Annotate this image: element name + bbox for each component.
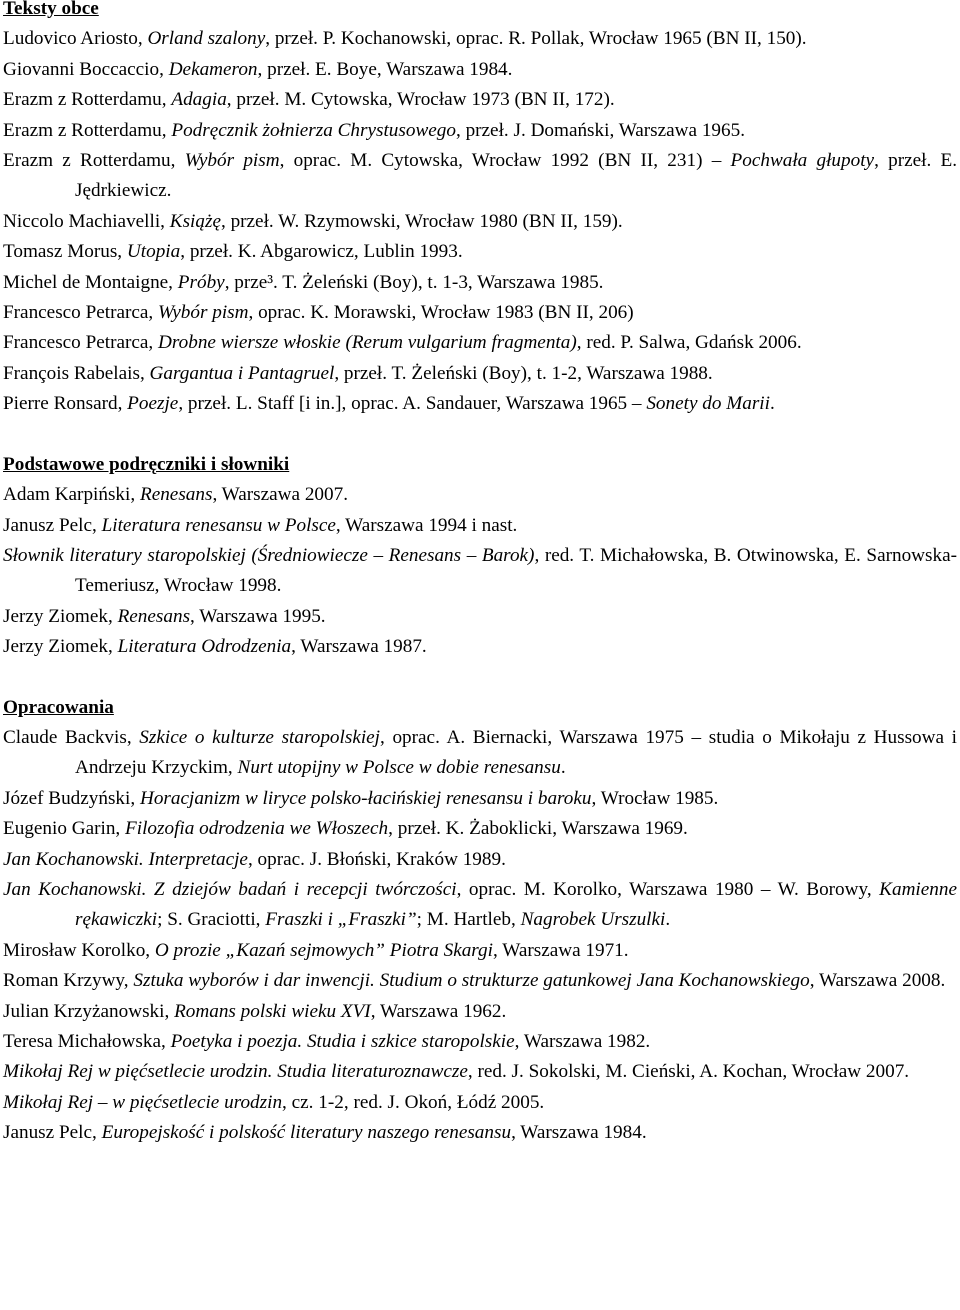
bibliography-entry — [3, 237, 957, 267]
section-teksty-obce — [3, 0, 957, 420]
entry-text: Tomasz Morus, — [3, 241, 127, 263]
entry-text: , przeł. W. Rzymowski, Wrocław 1980 (BN II, 159). — [220, 210, 623, 232]
entry-text: , red. T. Michałowska, B. Otwinowska, E. Sarnowska-Temeriusz, Wrocław 1998. — [75, 544, 957, 597]
entry-title-italic: O prozie „Kazań sejmowych” Piotra Skargi — [154, 939, 493, 961]
section-opracowania — [3, 693, 957, 1149]
bibliography-entry — [3, 480, 957, 510]
bibliography-entry — [3, 24, 957, 54]
bibliography-entry — [3, 146, 957, 207]
entry-text: Adam Karpiński, — [3, 484, 140, 506]
bibliography-entry — [3, 845, 957, 875]
entry-title-italic: Horacjanizm w liryce polsko-łacińskiej renesansu i baroku — [139, 787, 592, 809]
entry-title-italic: Sonety do Marii — [646, 393, 770, 415]
entry-title-italic: Gargantua i Pantagruel — [149, 362, 335, 384]
entry-text: Erazm z Rotterdamu, — [3, 150, 185, 172]
entry-title-italic: Kamienne rękawiczki — [75, 878, 957, 931]
entry-title-italic: Mikołaj Rej w pięćsetlecie urodzin. Studia literaturoznawcze — [3, 1061, 468, 1083]
entry-text: Jerzy Ziomek, — [3, 636, 118, 658]
entry-title-italic: Romans polski wieku XVI — [174, 1000, 371, 1022]
bibliography-entry — [3, 632, 957, 662]
section-heading: Opracowania — [3, 696, 114, 718]
entry-text: , oprac. A. Biernacki, Warszawa 1975 – studia o Mikołaju z Hussowa i Andrzeju Krzyckim, — [75, 726, 957, 779]
bibliography-entry — [3, 966, 957, 996]
entry-title-italic: Poetyka i poezja. Studia i szkice staropolskie — [170, 1031, 515, 1052]
entry-text: Teresa Michałowska, — [3, 1031, 171, 1052]
entry-text: ; S. Graciotti, — [157, 909, 266, 931]
entry-title-italic: Jan Kochanowski. Interpretacje — [3, 848, 248, 870]
bibliography-entry — [3, 116, 957, 146]
entry-text: , przeł. P. Kochanowski, oprac. R. Pollak, Wrocław 1965 (BN II, 150). — [265, 28, 807, 50]
entry-title-italic: Podręcznik żołnierza Chrystusowego — [171, 119, 456, 141]
entry-text: , przeł. L. Staff [i in.], oprac. A. Sandauer, Warszawa 1965 – — [178, 393, 647, 415]
bibliography-entry — [3, 389, 957, 419]
section-heading: Teksty obce — [3, 0, 99, 19]
entry-text: , przeł. E. Boye, Warszawa 1984. — [257, 58, 513, 80]
entry-text: , oprac. M. Cytowska, Wrocław 1992 (BN II, 231) – — [279, 150, 731, 172]
entry-text: Julian Krzyżanowski, — [3, 1000, 175, 1022]
bibliography-entry — [3, 814, 957, 844]
entry-text: , Warszawa 1971. — [493, 939, 629, 961]
entry-text: François Rabelais, — [3, 362, 150, 384]
entry-title-italic: Renesans — [139, 484, 213, 506]
entry-title-italic: Drobne wiersze włoskie (Rerum vulgarium fragmenta) — [158, 332, 577, 354]
entry-text: , przeł. J. Domański, Warszawa 1965. — [455, 119, 746, 141]
entry-text: Mirosław Korolko, — [3, 939, 155, 961]
entry-list — [3, 24, 957, 419]
entry-title-italic: Próby — [177, 271, 225, 293]
bibliography-entry — [3, 328, 957, 358]
entry-text: , przeł. M. Cytowska, Wrocław 1973 (BN II, 172). — [226, 89, 615, 111]
entry-text: , oprac. K. Morawski, Wrocław 1983 (BN II, 206) — [248, 302, 634, 324]
entry-text: , przeł. K. Abgarowicz, Lublin 1993. — [180, 241, 463, 263]
entry-title-italic: Jan Kochanowski. Z dziejów badań i recepcji twórczości — [3, 878, 457, 900]
section-podreczniki — [3, 450, 957, 663]
entry-text: , oprac. J. Błoński, Kraków 1989. — [247, 848, 506, 870]
entry-text: Giovanni Boccaccio, — [3, 58, 169, 80]
entry-text: , oprac. M. Korolko, Warszawa 1980 – W. Borowy, — [456, 878, 880, 900]
entry-title-italic: Filozofia odrodzenia we Włoszech — [125, 818, 389, 840]
entry-title-italic: Dekameron — [168, 58, 258, 80]
entry-text: , Warszawa 1984. — [511, 1122, 647, 1144]
bibliography-entry — [3, 1118, 957, 1148]
bibliography-entry — [3, 207, 957, 237]
entry-text: Józef Budzyński, — [3, 787, 140, 809]
entry-text: , Warszawa 2008. — [809, 970, 946, 992]
entry-text: ; M. Hartleb, — [416, 909, 521, 931]
entry-title-italic: Sztuka wyborów i dar inwencji. Studium o strukturze gatunkowej Jana Kochanowskiego — [133, 970, 810, 992]
bibliography-entry — [3, 997, 957, 1027]
entry-title-italic: Mikołaj Rej – w pięćsetlecie urodzin — [3, 1091, 283, 1113]
entry-title-italic: Nagrobek Urszulki — [520, 909, 666, 931]
bibliography-entry — [3, 298, 957, 328]
entry-title-italic: Wybór pism — [184, 150, 280, 172]
entry-text: , Wrocław 1985. — [591, 787, 719, 809]
entry-text: , przeł. K. Żaboklicki, Warszawa 1969. — [388, 818, 688, 840]
entry-text: . — [560, 757, 566, 779]
bibliography-entry — [3, 511, 957, 541]
bibliography-entry — [3, 359, 957, 389]
entry-text: , przeł. E. Jędrkiewicz. — [75, 150, 958, 202]
entry-text: Pierre Ronsard, — [3, 393, 128, 415]
entry-title-italic: Fraszki i „Fraszki” — [265, 909, 417, 931]
entry-text: Erazm z Rotterdamu, — [3, 119, 172, 141]
entry-text: Claude Backvis, — [3, 726, 140, 748]
bibliography-entry — [3, 1088, 957, 1118]
entry-text: Francesco Petrarca, — [3, 302, 159, 324]
entry-text: , cz. 1-2, red. J. Okoń, Łódź 2005. — [282, 1091, 545, 1113]
entry-text: , Warszawa 1994 i nast. — [335, 514, 518, 536]
entry-text: , red. P. Salwa, Gdańsk 2006. — [576, 332, 802, 354]
bibliography-entry — [3, 875, 957, 936]
entry-text: , Warszawa 1962. — [370, 1000, 507, 1022]
entry-text: . — [665, 909, 671, 931]
entry-text: , Warszawa 1995. — [190, 605, 326, 627]
bibliography-entry — [3, 1027, 957, 1057]
entry-text: Niccolo Machiavelli, — [3, 210, 170, 232]
bibliography-entry — [3, 1057, 957, 1087]
entry-text: , red. J. Sokolski, M. Cieński, A. Kochan, Wrocław 2007. — [467, 1061, 910, 1083]
entry-list — [3, 723, 957, 1149]
entry-title-italic: Książę — [169, 210, 221, 232]
entry-text: , Warszawa 1987. — [291, 636, 427, 658]
entry-text: Erazm z Rotterdamu, — [3, 89, 172, 111]
entry-text: Jerzy Ziomek, — [3, 605, 118, 627]
entry-title-italic: Literatura renesansu w Polsce — [101, 514, 336, 536]
entry-list — [3, 480, 957, 662]
bibliography-entry — [3, 85, 957, 115]
bibliography-entry — [3, 723, 957, 784]
entry-title-italic: Orland szalony — [147, 28, 266, 50]
entry-title-italic: Utopia — [126, 241, 181, 263]
entry-text: , Warszawa 2007. — [212, 484, 349, 506]
entry-text: Francesco Petrarca, — [3, 332, 159, 354]
entry-text: Eugenio Garin, — [3, 818, 126, 840]
entry-title-italic: Nurt utopijny w Polsce w dobie renesansu — [237, 757, 561, 779]
entry-text: Ludovico Ariosto, — [3, 28, 148, 50]
section-heading: Podstawowe podręczniki i słowniki — [3, 453, 290, 475]
entry-title-italic: Literatura Odrodzenia — [117, 636, 292, 658]
entry-title-italic: Europejskość i polskość literatury naszego renesansu — [101, 1122, 512, 1144]
bibliography-entry — [3, 268, 957, 298]
bibliography-entry — [3, 541, 957, 602]
entry-title-italic: Renesans — [117, 605, 191, 627]
entry-title-italic: Pochwała głupoty — [730, 150, 875, 172]
entry-title-italic: Szkice o kulturze staropolskiej — [139, 726, 381, 748]
entry-text: Michel de Montaigne, — [3, 271, 178, 293]
entry-title-italic: Słownik literatury staropolskiej (Średniowiecze – Renesans – Barok) — [3, 544, 535, 566]
entry-title-italic: Wybór pism — [158, 302, 249, 324]
entry-title-italic: Poezje — [127, 393, 179, 415]
entry-text: . — [769, 393, 775, 415]
entry-title-italic: Adagia — [171, 89, 227, 111]
entry-text: Janusz Pelc, — [3, 1122, 102, 1144]
entry-text: , prze³. T. Żeleński (Boy), t. 1-3, Warszawa 1985. — [224, 271, 604, 293]
bibliography-entry — [3, 936, 957, 966]
entry-text: , przeł. T. Żeleński (Boy), t. 1-2, Warszawa 1988. — [334, 362, 713, 384]
bibliography-entry — [3, 55, 957, 85]
entry-text: Janusz Pelc, — [3, 514, 102, 536]
entry-text: , Warszawa 1982. — [514, 1031, 651, 1052]
bibliography-entry — [3, 784, 957, 814]
entry-text: Roman Krzywy, — [3, 970, 134, 992]
bibliography-entry — [3, 602, 957, 632]
